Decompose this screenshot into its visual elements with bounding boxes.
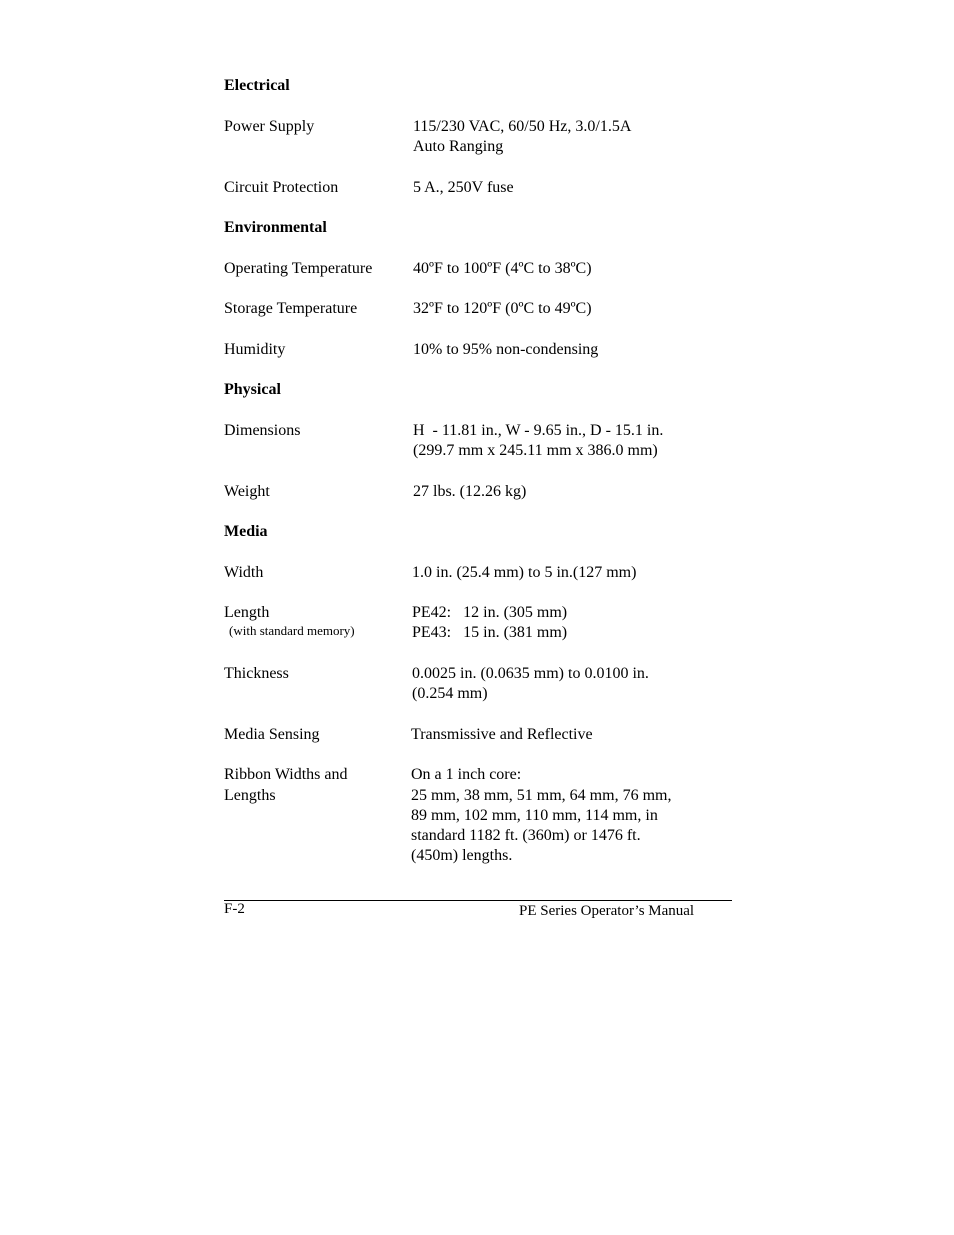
spec-label-thickness: Thickness (224, 665, 289, 682)
spec-label-power-supply: Power Supply (224, 118, 315, 135)
spec-value-dimensions-line-2: (299.7 mm x 245.11 mm x 386.0 mm) (413, 442, 658, 459)
spec-label-ribbon-line-2: Lengths (224, 787, 276, 804)
spec-label-length: Length (224, 604, 270, 621)
spec-value-ribbon-line-5: (450m) lengths. (411, 847, 513, 864)
spec-label-dimensions: Dimensions (224, 422, 301, 439)
spec-label-storage-temperature: Storage Temperature (224, 300, 358, 317)
spec-value-length-line-2: PE43: 15 in. (381 mm) (412, 624, 568, 641)
spec-value-circuit-protection: 5 A., 250V fuse (413, 179, 514, 196)
spec-value-ribbon-line-4: standard 1182 ft. (360m) or 1476 ft. (411, 827, 641, 844)
section-heading-media: Media (224, 523, 268, 540)
spec-value-storage-temperature: 32ºF to 120ºF (0ºC to 49ºC) (413, 300, 592, 317)
manual-title: PE Series Operator’s Manual (519, 903, 695, 919)
spec-label-weight: Weight (224, 483, 270, 500)
spec-value-thickness-line-2: (0.254 mm) (412, 685, 488, 702)
section-heading-electrical: Electrical (224, 77, 290, 94)
spec-label-circuit-protection: Circuit Protection (224, 179, 339, 196)
spec-value-media-sensing: Transmissive and Reflective (411, 726, 593, 743)
spec-value-power-supply-line-1: 115/230 VAC, 60/50 Hz, 3.0/1.5A (413, 118, 632, 135)
spec-value-ribbon-line-3: 89 mm, 102 mm, 110 mm, 114 mm, in (411, 807, 658, 824)
spec-label-media-sensing: Media Sensing (224, 726, 320, 743)
spec-value-dimensions-line-1: H - 11.81 in., W - 9.65 in., D - 15.1 in. (413, 422, 664, 439)
spec-value-humidity: 10% to 95% non-condensing (413, 341, 599, 358)
spec-sublabel-length: (with standard memory) (229, 623, 355, 638)
spec-value-length-line-1: PE42: 12 in. (305 mm) (412, 604, 568, 621)
section-heading-physical: Physical (224, 381, 281, 398)
spec-label-ribbon-line-1: Ribbon Widths and (224, 766, 348, 783)
page-number: F-2 (224, 901, 245, 917)
section-heading-environmental: Environmental (224, 219, 327, 236)
spec-value-power-supply-line-2: Auto Ranging (413, 138, 504, 155)
spec-value-thickness-line-1: 0.0025 in. (0.0635 mm) to 0.0100 in. (412, 665, 649, 682)
spec-value-operating-temperature: 40ºF to 100ºF (4ºC to 38ºC) (413, 260, 592, 277)
spec-value-ribbon-line-2: 25 mm, 38 mm, 51 mm, 64 mm, 76 mm, (411, 787, 672, 804)
spec-value-width: 1.0 in. (25.4 mm) to 5 in.(127 mm) (412, 564, 637, 581)
spec-label-operating-temperature: Operating Temperature (224, 260, 373, 277)
spec-value-weight: 27 lbs. (12.26 kg) (413, 483, 527, 500)
spec-label-humidity: Humidity (224, 341, 286, 358)
spec-value-ribbon-line-1: On a 1 inch core: (411, 766, 522, 783)
spec-label-width: Width (224, 564, 264, 581)
